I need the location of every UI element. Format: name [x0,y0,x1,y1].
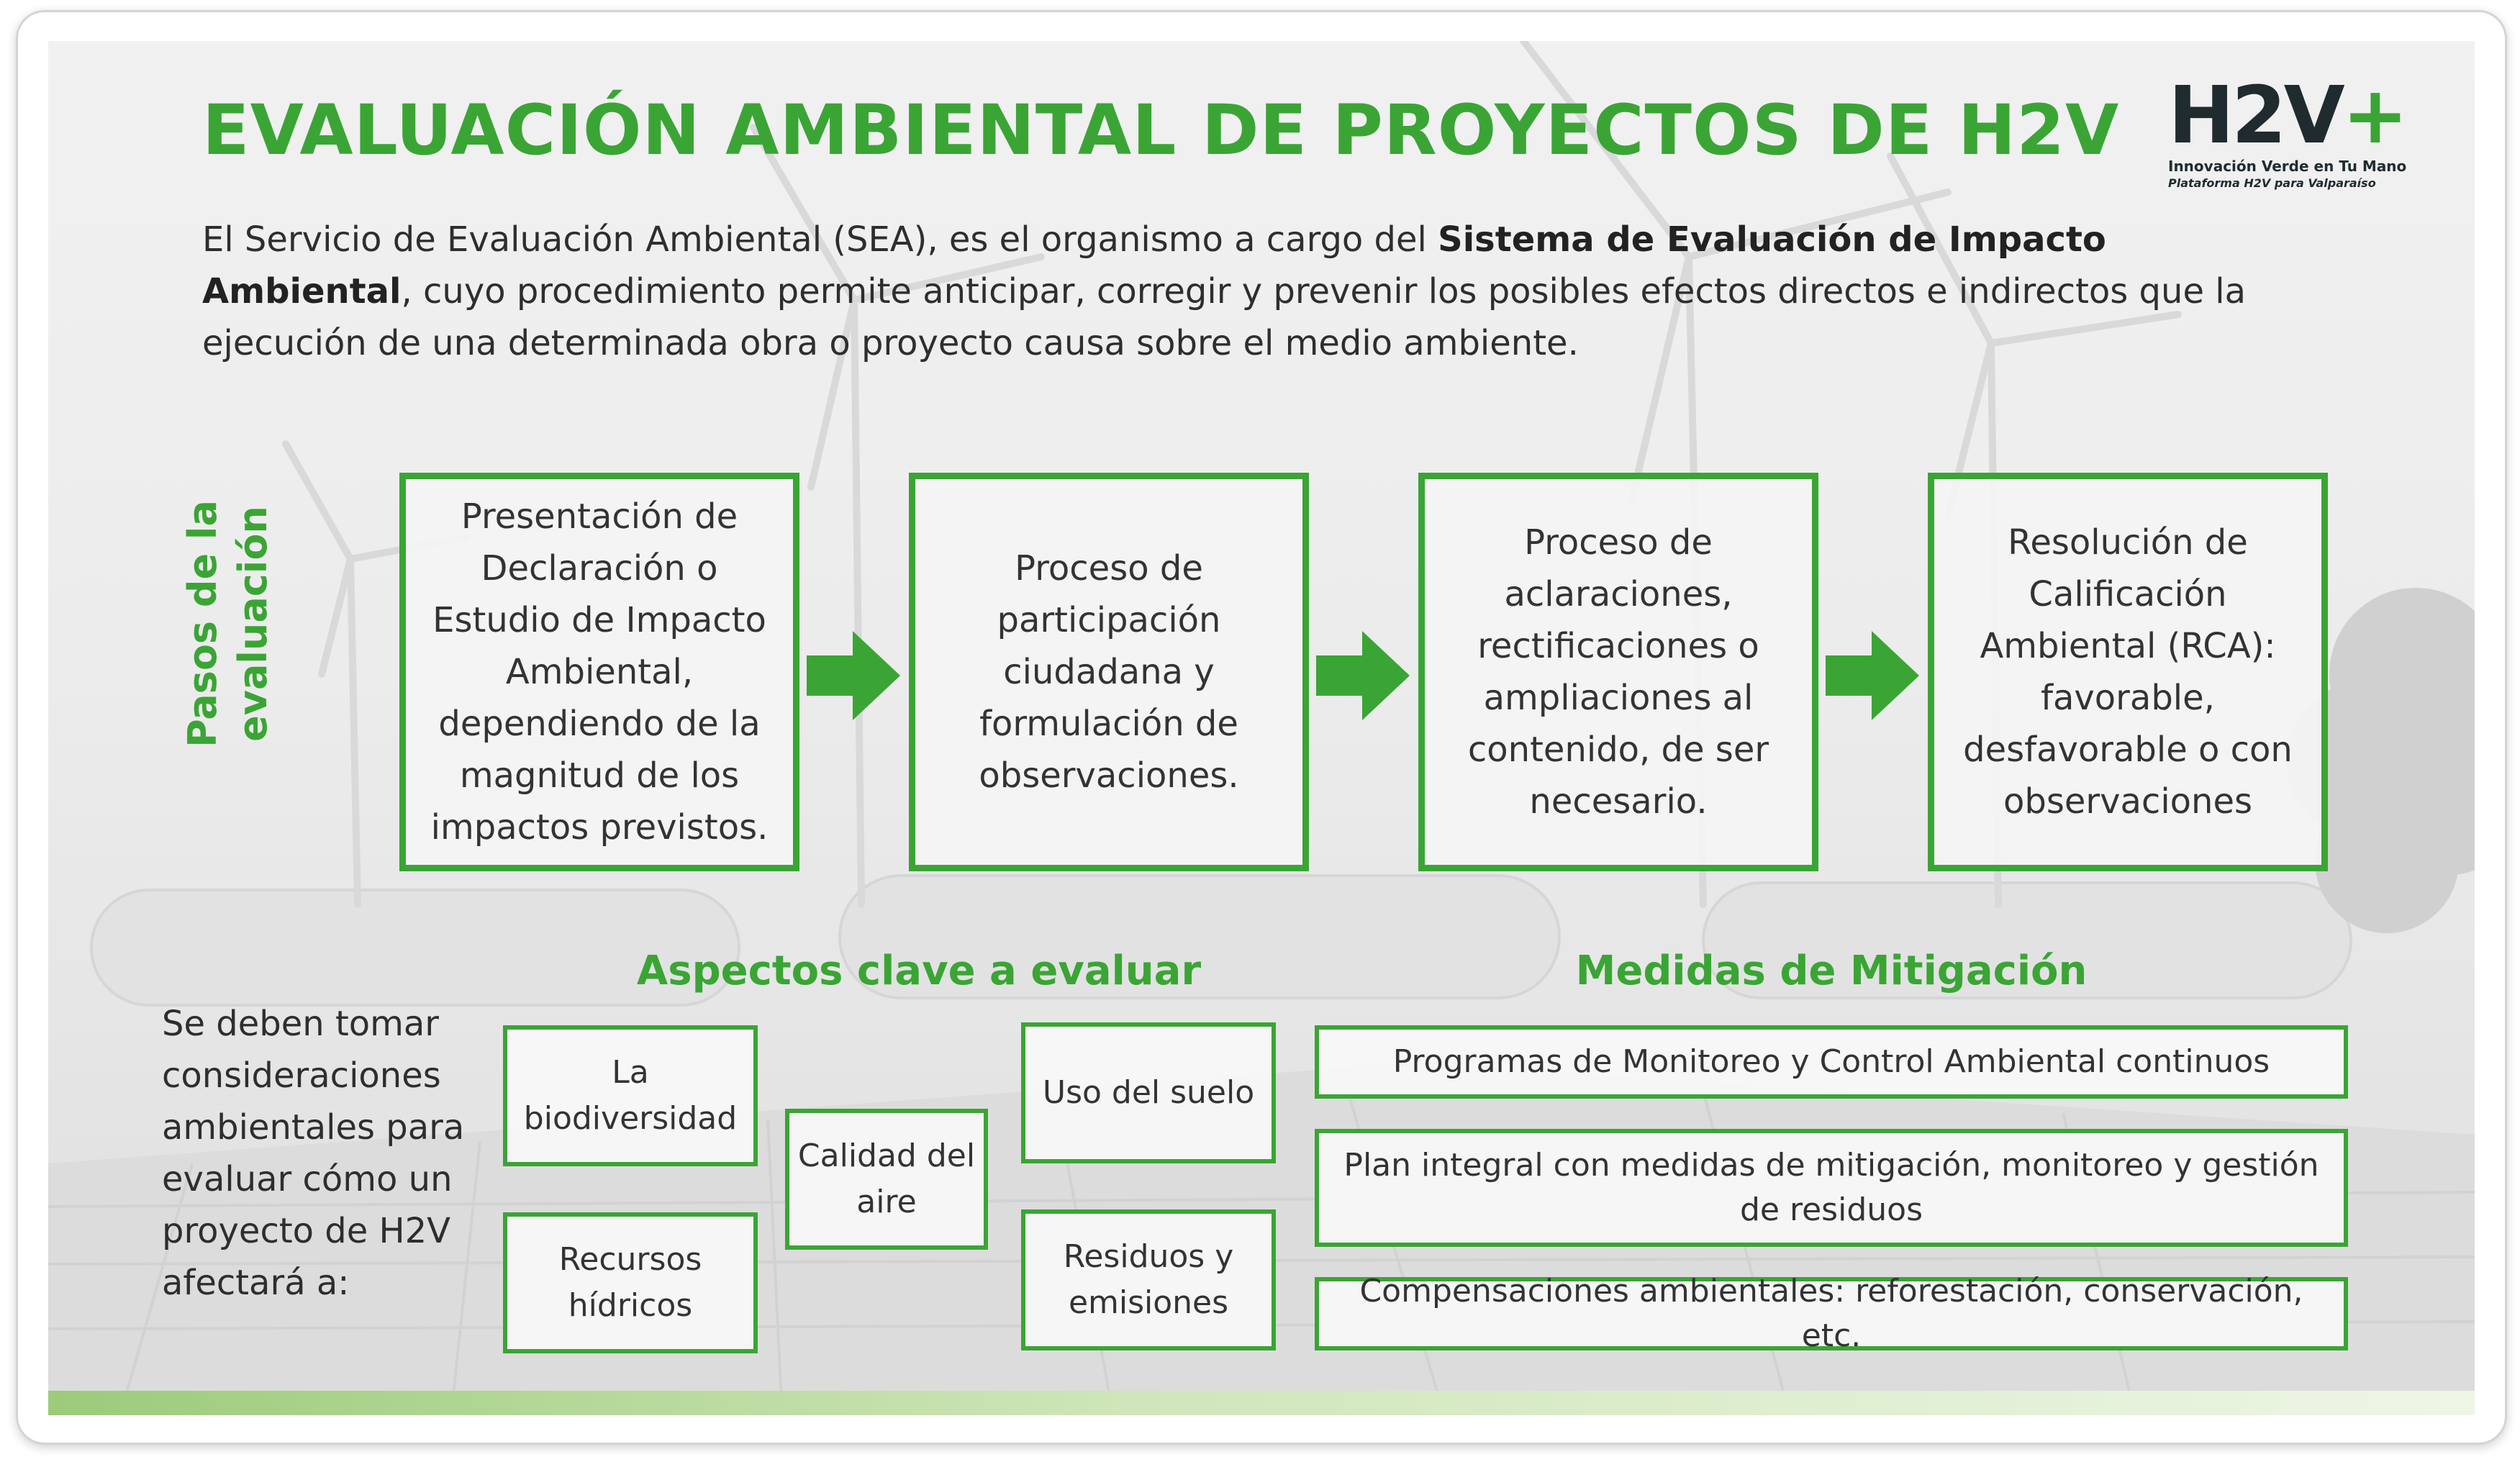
intro-text-2: , cuyo procedimiento permite anticipar, corregir y prevenir los posibles efectos directos e indirectos que la ejecución de una determinada obra o proyecto causa sobre el medio ambiente. [202,271,2246,363]
logo-mark-plus: + [2342,69,2406,161]
step-3-box [1418,473,1818,871]
step-4-box [1928,473,2328,871]
mitigation-title: Medidas de Mitigación [1575,948,2088,994]
arrow-right-icon [1316,631,1410,720]
logo-mark [2168,69,2427,161]
h2v-logo [2168,69,2427,198]
step-2-text: Proceso de participación ciudadana y formulación de observaciones. [979,548,1239,796]
intro-paragraph [202,214,2318,369]
aspect-biodiversity: La biodiversidad [503,1025,758,1166]
step-3-text: Proceso de aclaraciones, rectificaciones o ampliaciones al contenido, de ser necesario. [1467,522,1769,822]
considerations-text: Se deben tomar consideraciones ambientales para evaluar cómo un proyecto de H2V afectará a: [162,1004,465,1303]
logo-mark-main: H2V [2168,69,2342,161]
arrow-right-icon [1826,631,1919,720]
aspect-waste-emissions: Residuos y emisiones [1021,1209,1276,1350]
aspect-water-resources: Recursos hídricos [503,1212,758,1353]
step-1-text: Presentación de Declaración o Estudio de Impacto Ambiental, dependiendo de la magnitud de los impactos previstos. [430,496,769,848]
logo-subtitle: Plataforma H2V para Valparaíso [2168,176,2376,190]
step-4-text: Resolución de Calificación Ambiental (RCA): favorable, desfavorable o con observaciones [1963,522,2293,822]
slide [48,41,2475,1415]
bottom-accent-bar [48,1391,2475,1415]
intro-text-1: El Servicio de Evaluación Ambiental (SEA), es el organismo a cargo del [202,219,1438,260]
step-1-box [399,473,799,871]
arrow-right-icon [807,631,900,720]
mitigation-item-2: Plan integral con medidas de mitigación, monitoreo y gestión de residuos [1315,1129,2348,1247]
logo-tagline: Innovación Verde en Tu Mano [2168,158,2407,175]
aspect-air-quality: Calidad del aire [785,1109,988,1250]
intro-bold-text: Sistema de Evaluación de Impacto Ambiental [202,219,2106,312]
mitigation-item-1: Programas de Monitoreo y Control Ambiental continuos [1315,1025,2348,1099]
page-title: EVALUACIÓN AMBIENTAL DE PROYECTOS DE H2V [202,90,2120,171]
steps-label: Pasos de la evaluación [180,500,276,748]
aspects-title: Aspectos clave a evaluar [636,948,1202,994]
slide-frame [16,10,2507,1445]
aspect-land-use: Uso del suelo [1021,1022,1276,1163]
step-2-box [909,473,1309,871]
mitigation-item-3: Compensaciones ambientales: reforestación, conservación, etc. [1315,1277,2348,1350]
